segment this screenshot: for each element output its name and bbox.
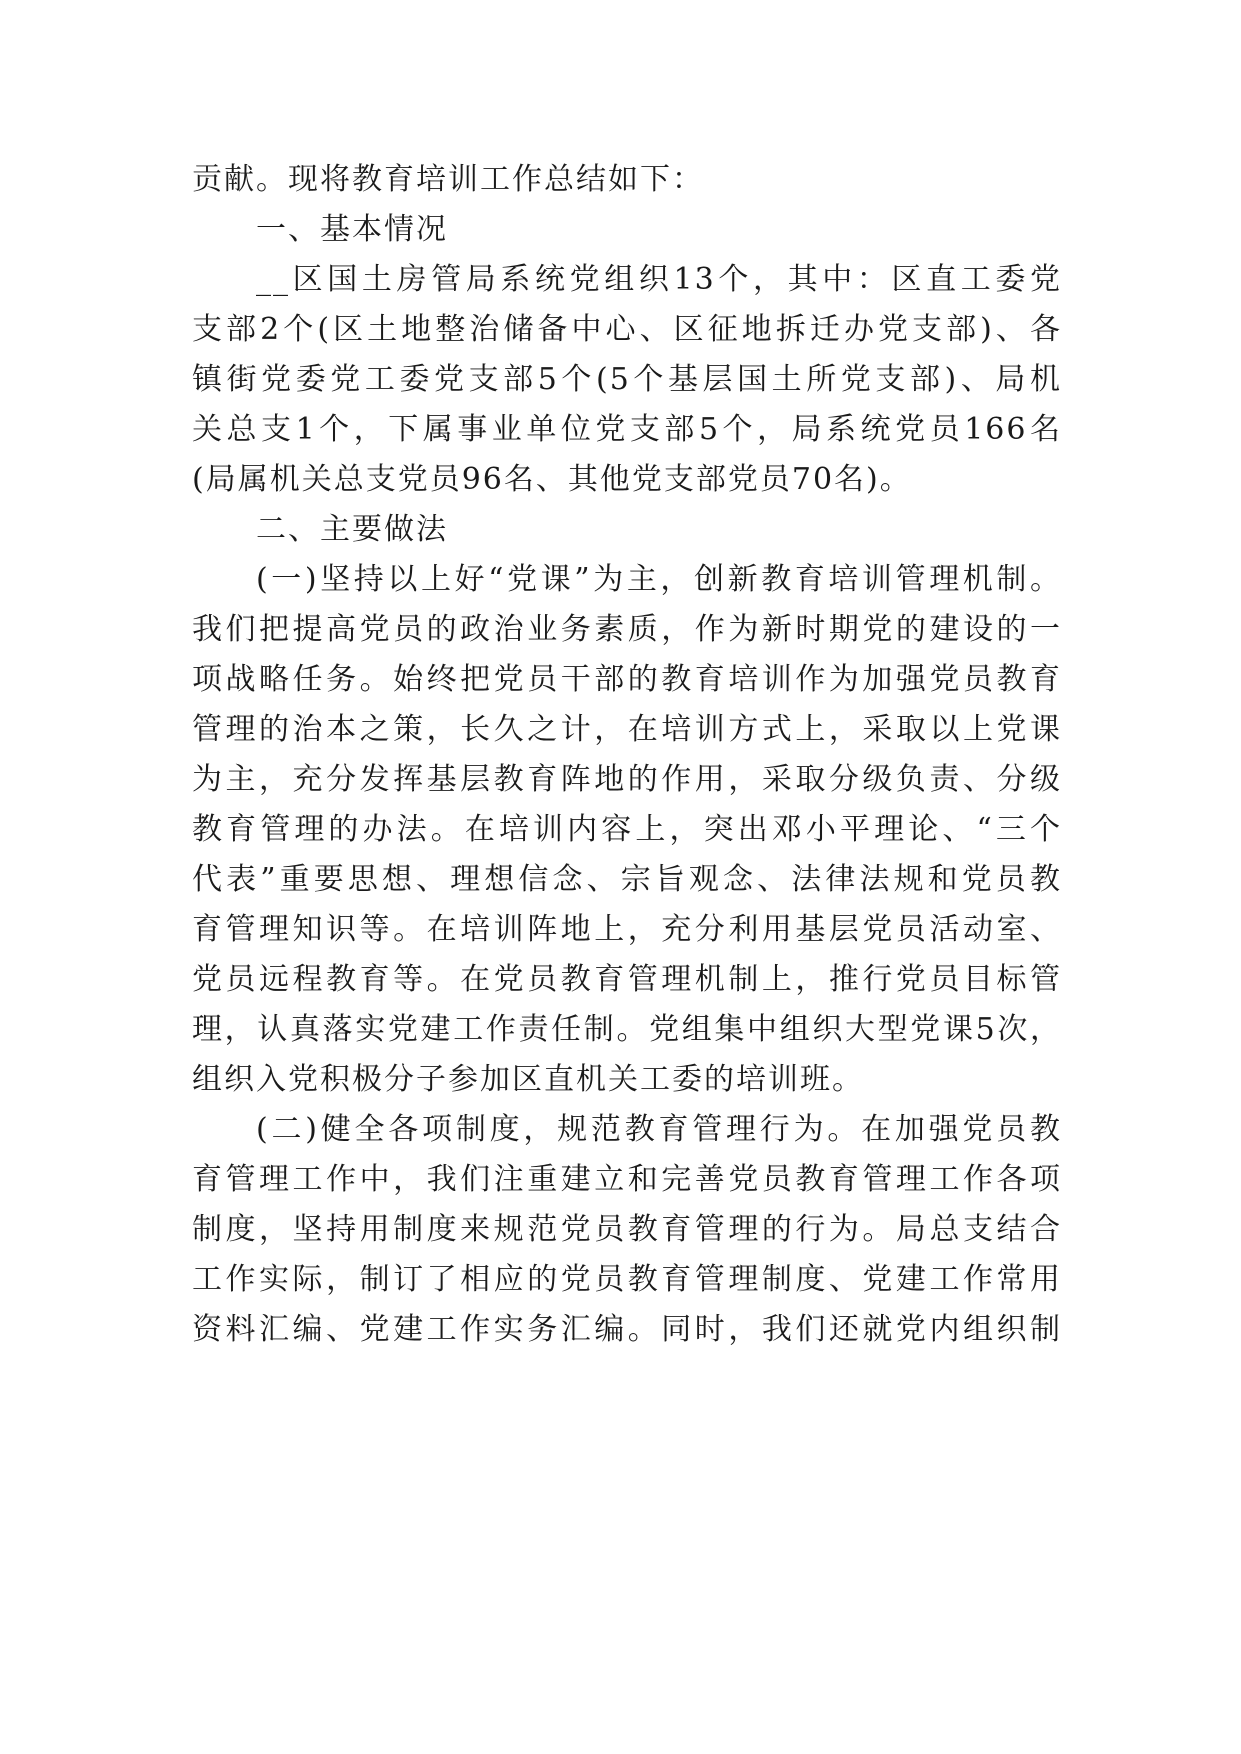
paragraph-line: 我们把提高党员的政治业务素质，作为新时期党的建设的一	[192, 612, 1062, 647]
paragraph-line: 项战略任务。始终把党员干部的教育培训作为加强党员教育	[192, 662, 1062, 697]
paragraph-line: (一)坚持以上好“党课”为主，创新教育培训管理机制。	[256, 562, 1062, 597]
paragraph-line: 镇街党委党工委党支部5个(5个基层国土所党支部)、局机	[192, 362, 1062, 397]
paragraph-line: 组织入党积极分子参加区直机关工委的培训班。	[192, 1062, 864, 1097]
paragraph-line: 支部2个(区土地整治储备中心、区征地拆迁办党支部)、各	[192, 312, 1062, 347]
paragraph-line: 教育管理的办法。在培训内容上，突出邓小平理论、“三个	[192, 812, 1062, 847]
paragraph-line: 党员远程教育等。在党员教育管理机制上，推行党员目标管	[192, 962, 1062, 997]
paragraph-line: (二)健全各项制度，规范教育管理行为。在加强党员教	[256, 1112, 1062, 1147]
paragraph-line: 理，认真落实党建工作责任制。党组集中组织大型党课5次，	[192, 1012, 1062, 1047]
paragraph-line: 代表”重要思想、理想信念、宗旨观念、法律法规和党员教	[192, 862, 1062, 897]
paragraph-line: __区国土房管局系统党组织13个，其中：区直工委党	[256, 262, 1062, 297]
paragraph-line: (局属机关总支党员96名、其他党支部党员70名)。	[192, 462, 912, 497]
paragraph-line: 关总支1个，下属事业单位党支部5个，局系统党员166名	[192, 412, 1062, 447]
paragraph-line: 制度，坚持用制度来规范党员教育管理的行为。局总支结合	[192, 1212, 1062, 1247]
paragraph-line: 管理的治本之策，长久之计，在培训方式上，采取以上党课	[192, 712, 1062, 747]
paragraph-line: 工作实际，制订了相应的党员教育管理制度、党建工作常用	[192, 1262, 1062, 1297]
paragraph-line: 贡献。现将教育培训工作总结如下：	[192, 162, 704, 197]
paragraph-line: 为主，充分发挥基层教育阵地的作用，采取分级负责、分级	[192, 762, 1062, 797]
paragraph-line: 资料汇编、党建工作实务汇编。同时，我们还就党内组织制	[192, 1312, 1062, 1347]
paragraph-line: 育管理工作中，我们注重建立和完善党员教育管理工作各项	[192, 1162, 1062, 1197]
paragraph-line: 育管理知识等。在培训阵地上，充分利用基层党员活动室、	[192, 912, 1062, 947]
section-heading: 一、基本情况	[256, 212, 448, 247]
section-heading: 二、主要做法	[256, 512, 448, 547]
